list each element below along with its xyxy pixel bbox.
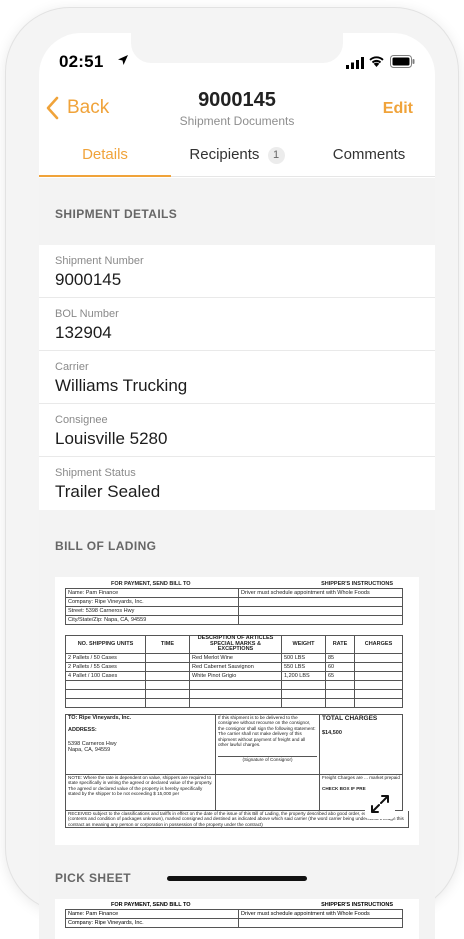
section-header-pick-sheet: PICK SHEET [39, 845, 435, 899]
doc-bill-line: Company: Ripe Vineyards, Inc. [66, 919, 239, 928]
tab-comments[interactable] [303, 137, 435, 176]
doc-cell: 65 [326, 671, 355, 680]
doc-shipper-instructions: SHIPPER'S INSTRUCTIONS [321, 902, 393, 908]
notch [131, 33, 343, 63]
doc-address-line: Napa, CA, 94559 [68, 746, 111, 753]
field-value: 9000145 [55, 270, 122, 289]
doc-bill-line: Name: Pam Finance [66, 910, 239, 919]
tab-recipients-label: Recipients [189, 146, 260, 163]
doc-total-charges-value: $14,500 [322, 729, 342, 736]
field-value: Williams Trucking [55, 376, 188, 395]
doc-cell: 4 Pallet / 100 Cases [66, 671, 146, 680]
field-value: Trailer Sealed [55, 482, 161, 501]
doc-note-text: NOTE: Where the rate is dependent on value, shippers are required to state specifically in writing the agreed or declared value of the property. The agreed or declared value of the property is hereby specifically stated by the shipper to be not exceeding $ 15,000 per [66, 774, 216, 810]
doc-cell: Red Cabernet Sauvignon [190, 662, 282, 671]
doc-shipper-instructions: SHIPPER'S INSTRUCTIONS [321, 581, 393, 587]
doc-col-header: WEIGHT [282, 636, 326, 654]
doc-cell [146, 671, 190, 680]
field-label: Shipment Number [55, 255, 144, 267]
field-label: Consignee [55, 414, 108, 426]
field-value: 132904 [55, 323, 112, 342]
doc-item-row [66, 662, 403, 671]
doc-cell: White Pinot Grigio [190, 671, 282, 680]
tab-comments-label: Comments [332, 146, 406, 163]
field-bol-number [39, 298, 435, 351]
doc-consignor-text: If this shipment is to be delivered to the consignee without recourse on the consignor, the consignor shall sign the following statement: The carrier shall not make delivery of this shipment without payment of freight and all other lawful charges. [218, 714, 316, 748]
doc-total-charges-label: TOTAL CHARGES [322, 714, 378, 722]
doc-cell [146, 662, 190, 671]
wifi-icon [368, 54, 385, 68]
doc-col-header: DESCRIPTION OF ARTICLES SPECIAL MARKS & EXCEPTIONS [190, 636, 282, 654]
tab-details-label: Details [82, 146, 128, 163]
doc-freight-text: Freight Charges are ... market prepaid [322, 774, 400, 780]
doc-instruction-text: Driver must schedule appointment with Whole Foods [239, 910, 403, 919]
details-content[interactable] [39, 178, 435, 926]
field-consignee [39, 404, 435, 457]
doc-cell [355, 653, 403, 662]
doc-cell: 1,200 LBS [282, 671, 326, 680]
phone-frame [6, 8, 458, 926]
doc-instruction-text: Driver must schedule appointment with Whole Foods [239, 589, 403, 598]
page-subtitle: Shipment Documents [179, 114, 295, 128]
doc-bill-line: Street: 5398 Carneros Hwy [66, 607, 239, 616]
field-label: Carrier [55, 361, 89, 373]
doc-consignee-table [65, 714, 403, 811]
field-label: BOL Number [55, 308, 119, 320]
doc-bill-line: City/State/Zip: Napa, CA, 94559 [66, 616, 239, 625]
field-shipment-status [39, 457, 435, 510]
pick-sheet-wrapper [39, 899, 435, 939]
field-value: Louisville 5280 [55, 429, 168, 448]
doc-signature-label: (Signature of Consignor) [218, 756, 317, 763]
doc-bill-line: Company: Ripe Vineyards, Inc. [66, 598, 239, 607]
pick-sheet-document[interactable] [55, 899, 419, 939]
doc-items-table [65, 635, 403, 708]
pick-sheet-table [65, 909, 403, 928]
doc-address-label: ADDRESS: [68, 726, 97, 733]
tab-recipients[interactable] [171, 137, 303, 176]
doc-col-header: TIME [146, 636, 190, 654]
home-indicator[interactable] [167, 876, 307, 881]
edit-button[interactable]: Edit [382, 100, 413, 117]
doc-bill-line: Name: Pam Finance [66, 589, 239, 598]
tab-bar [39, 137, 435, 177]
status-time: 02:51 [59, 52, 104, 71]
section-header-shipment-details: SHIPMENT DETAILS [39, 178, 435, 245]
recipients-count-badge: 1 [268, 147, 285, 164]
doc-item-row [66, 671, 403, 680]
doc-billing-table [65, 588, 403, 625]
doc-col-header: RATE [326, 636, 355, 654]
field-label: Shipment Status [55, 467, 136, 479]
page-title: 9000145 [198, 89, 276, 111]
doc-cell: 2 Pallets / 50 Cases [66, 653, 146, 662]
doc-cell [355, 662, 403, 671]
doc-to-label: TO: Ripe Vineyards, Inc. [68, 714, 132, 721]
doc-cell: 550 LBS [282, 662, 326, 671]
tab-details[interactable] [39, 137, 171, 176]
location-arrow-icon [117, 54, 129, 66]
doc-cell: 85 [326, 653, 355, 662]
doc-cell [355, 671, 403, 680]
doc-cell: 500 LBS [282, 653, 326, 662]
field-shipment-number [39, 245, 435, 298]
signal-icon [346, 57, 364, 69]
doc-col-header: NO. SHIPPING UNITS [66, 636, 146, 654]
doc-address-line: 5398 Carneros Hwy [68, 740, 117, 747]
doc-cell: Red Merlot Wine [190, 653, 282, 662]
doc-cell: 2 Pallets / 55 Cases [66, 662, 146, 671]
battery-icon [390, 55, 415, 68]
doc-send-bill-to: FOR PAYMENT, SEND BILL TO [111, 902, 191, 908]
expand-icon[interactable] [365, 789, 395, 819]
doc-check-box-text: CHECK BOX IF PRE [322, 786, 366, 792]
navigation-bar [39, 83, 435, 133]
doc-cell [146, 653, 190, 662]
doc-received-text: RECEIVED subject to the classifications and tariffs in effect on the date of the issue of this Bill of Lading, the property described abo good order, except as noted (contents and condition of packages unknown), marked consigned and destined as indicated above which said carrier (the word carrier being understood through this contract as meaning any person or corporation in possession of the property under the contract) [65, 811, 409, 828]
bill-of-lading-wrapper [39, 577, 435, 845]
back-label: Back [67, 97, 110, 118]
doc-item-row [66, 653, 403, 662]
doc-cell: 60 [326, 662, 355, 671]
doc-col-header: CHARGES [355, 636, 403, 654]
bill-of-lading-document[interactable] [55, 577, 419, 845]
doc-send-bill-to: FOR PAYMENT, SEND BILL TO [111, 581, 191, 587]
field-carrier [39, 351, 435, 404]
app-screen [39, 33, 435, 926]
section-header-bill-of-lading: BILL OF LADING [39, 510, 435, 577]
